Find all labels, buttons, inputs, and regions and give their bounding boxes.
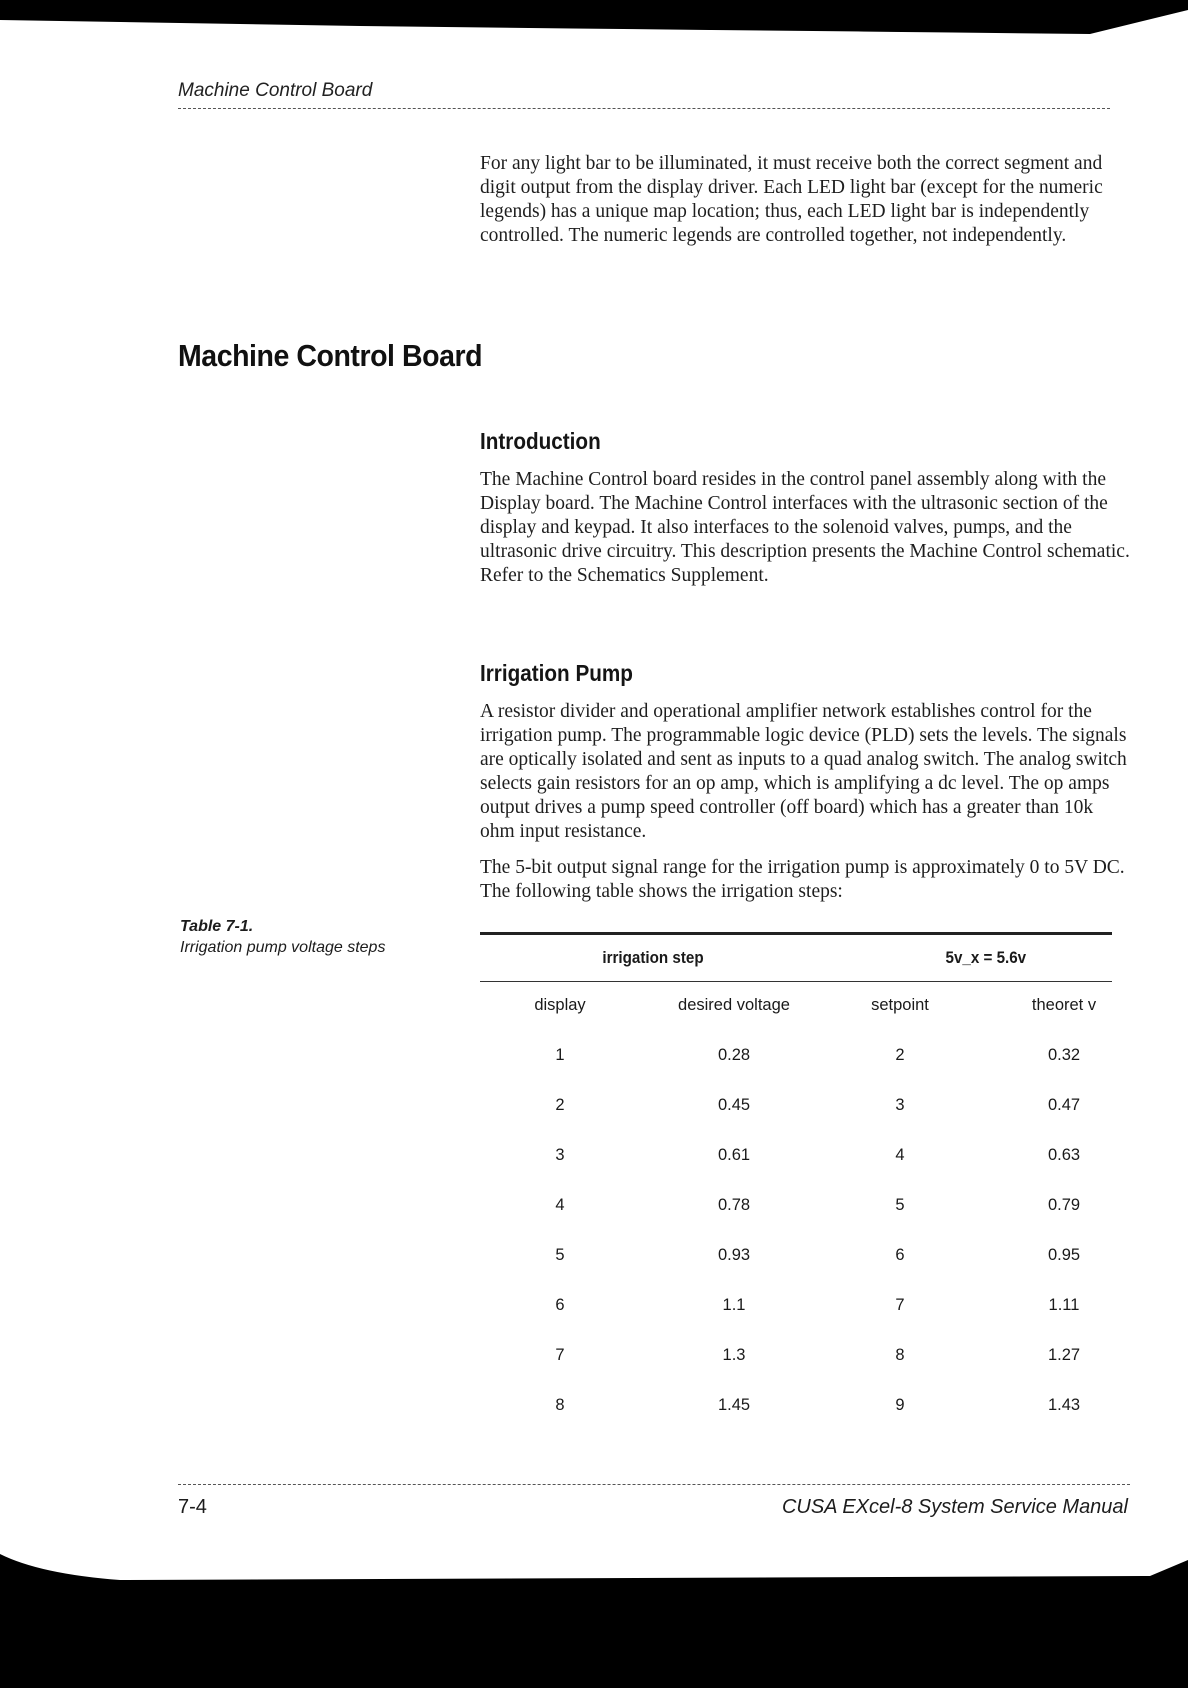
- section-title: Machine Control Board: [178, 338, 483, 373]
- manual-title: CUSA EXcel-8 System Service Manual: [781, 1496, 1128, 1518]
- table-cell: 6: [895, 1246, 905, 1264]
- intro-paragraph: For any light bar to be illuminated, it must receive both the correct segment and digit output from the display driver. Each LED light bar (except for the numeric legends) has a unique map location; thus, each LED light bar is independently controlled. The numeric legends are controlled together, not independently.: [480, 153, 1103, 246]
- table-cell: 5: [555, 1246, 565, 1264]
- table-row: [480, 1282, 1112, 1332]
- table-cell: 1.1: [722, 1296, 746, 1314]
- table-cell: 4: [555, 1196, 565, 1214]
- table-column-headers: [480, 982, 1112, 1032]
- table-cell: 2: [895, 1046, 905, 1064]
- table-cell: 9: [895, 1396, 905, 1414]
- table-cell: 8: [895, 1346, 905, 1364]
- col-header-desired-voltage: desired voltage: [678, 996, 790, 1014]
- table-cell: 4: [895, 1146, 905, 1164]
- table-cell: 1.45: [717, 1396, 751, 1414]
- table-caption-text: Irrigation pump voltage steps: [180, 939, 386, 956]
- table-cell: 0.32: [1047, 1046, 1081, 1064]
- irrigation-pump-heading: Irrigation Pump: [480, 660, 633, 686]
- table-cell: 8: [555, 1396, 565, 1414]
- table-cell: 0.79: [1047, 1196, 1081, 1214]
- table-cell: 0.93: [717, 1246, 751, 1264]
- group-header-irrigation-step: irrigation step: [602, 949, 704, 967]
- table-cell: 0.78: [717, 1196, 751, 1214]
- table-cell: 7: [555, 1346, 565, 1364]
- table-cell: 1.43: [1047, 1396, 1081, 1414]
- table-group-header: [480, 935, 1112, 981]
- scan-shadow-top: [0, 0, 1188, 40]
- table-cell: 2: [555, 1096, 565, 1114]
- table-row: [480, 1232, 1112, 1282]
- table-cell: 0.47: [1047, 1096, 1081, 1114]
- running-header: Machine Control Board: [178, 80, 373, 101]
- table-cell: 1.27: [1047, 1346, 1081, 1364]
- table-cell: 1.3: [722, 1346, 746, 1364]
- table-body: [480, 1032, 1112, 1432]
- table-cell: 0.61: [717, 1146, 751, 1164]
- table-row: [480, 1382, 1112, 1432]
- page-number: 7-4: [178, 1496, 207, 1518]
- irrigation-pump-text: A resistor divider and operational amplifier network establishes control for the irrigation pump. The programmable logic device (PLD) sets the levels. The signals are optically isolated and sent as inputs to a quad analog switch. The analog switch selects gain resistors for an op amp, which is amplifying a dc level. The op amps output drives a pump speed controller (off board) which has a greater than 10k ohm input resistance.: [480, 701, 1127, 842]
- col-header-setpoint: setpoint: [871, 996, 929, 1014]
- table-cell: 3: [555, 1146, 565, 1164]
- group-header-5v: 5v_x = 5.6v: [945, 949, 1027, 967]
- table-caption-number: Table 7-1.: [180, 918, 254, 935]
- introduction-heading: Introduction: [480, 428, 601, 454]
- table-row: [480, 1182, 1112, 1232]
- table-cell: 5: [895, 1196, 905, 1214]
- table-cell: 0.95: [1047, 1246, 1081, 1264]
- table-row: [480, 1132, 1112, 1182]
- table-cell: 0.45: [717, 1096, 751, 1114]
- table-cell: 3: [895, 1096, 905, 1114]
- table-cell: 6: [555, 1296, 565, 1314]
- irrigation-steps-table: [480, 932, 1112, 1432]
- irrigation-range-text: The 5-bit output signal range for the irrigation pump is approximately 0 to 5V DC. The following table shows the irrigation steps:: [480, 857, 1125, 902]
- table-cell: 0.28: [717, 1046, 751, 1064]
- scan-shadow-bottom: [0, 1540, 1188, 1688]
- footer-rule: [178, 1484, 1130, 1485]
- table-row: [480, 1082, 1112, 1132]
- table-cell: 1.11: [1048, 1296, 1080, 1314]
- table-cell: 0.63: [1047, 1146, 1081, 1164]
- header-rule: [178, 108, 1110, 109]
- table-row: [480, 1332, 1112, 1382]
- table-cell: 1: [555, 1046, 565, 1064]
- table-cell: 7: [895, 1296, 905, 1314]
- table-row: [480, 1032, 1112, 1082]
- table-caption: [180, 916, 440, 958]
- introduction-text: The Machine Control board resides in the control panel assembly along with the Display board. The Machine Control interfaces with the ultrasonic section of the display and keypad. It also interfaces to the solenoid valves, pumps, and the ultrasonic drive circuitry. This description presents the Machine Control schematic. Refer to the Schematics Supplement.: [480, 469, 1130, 586]
- col-header-display: display: [534, 996, 586, 1014]
- col-header-theoret-v: theoret v: [1031, 996, 1097, 1014]
